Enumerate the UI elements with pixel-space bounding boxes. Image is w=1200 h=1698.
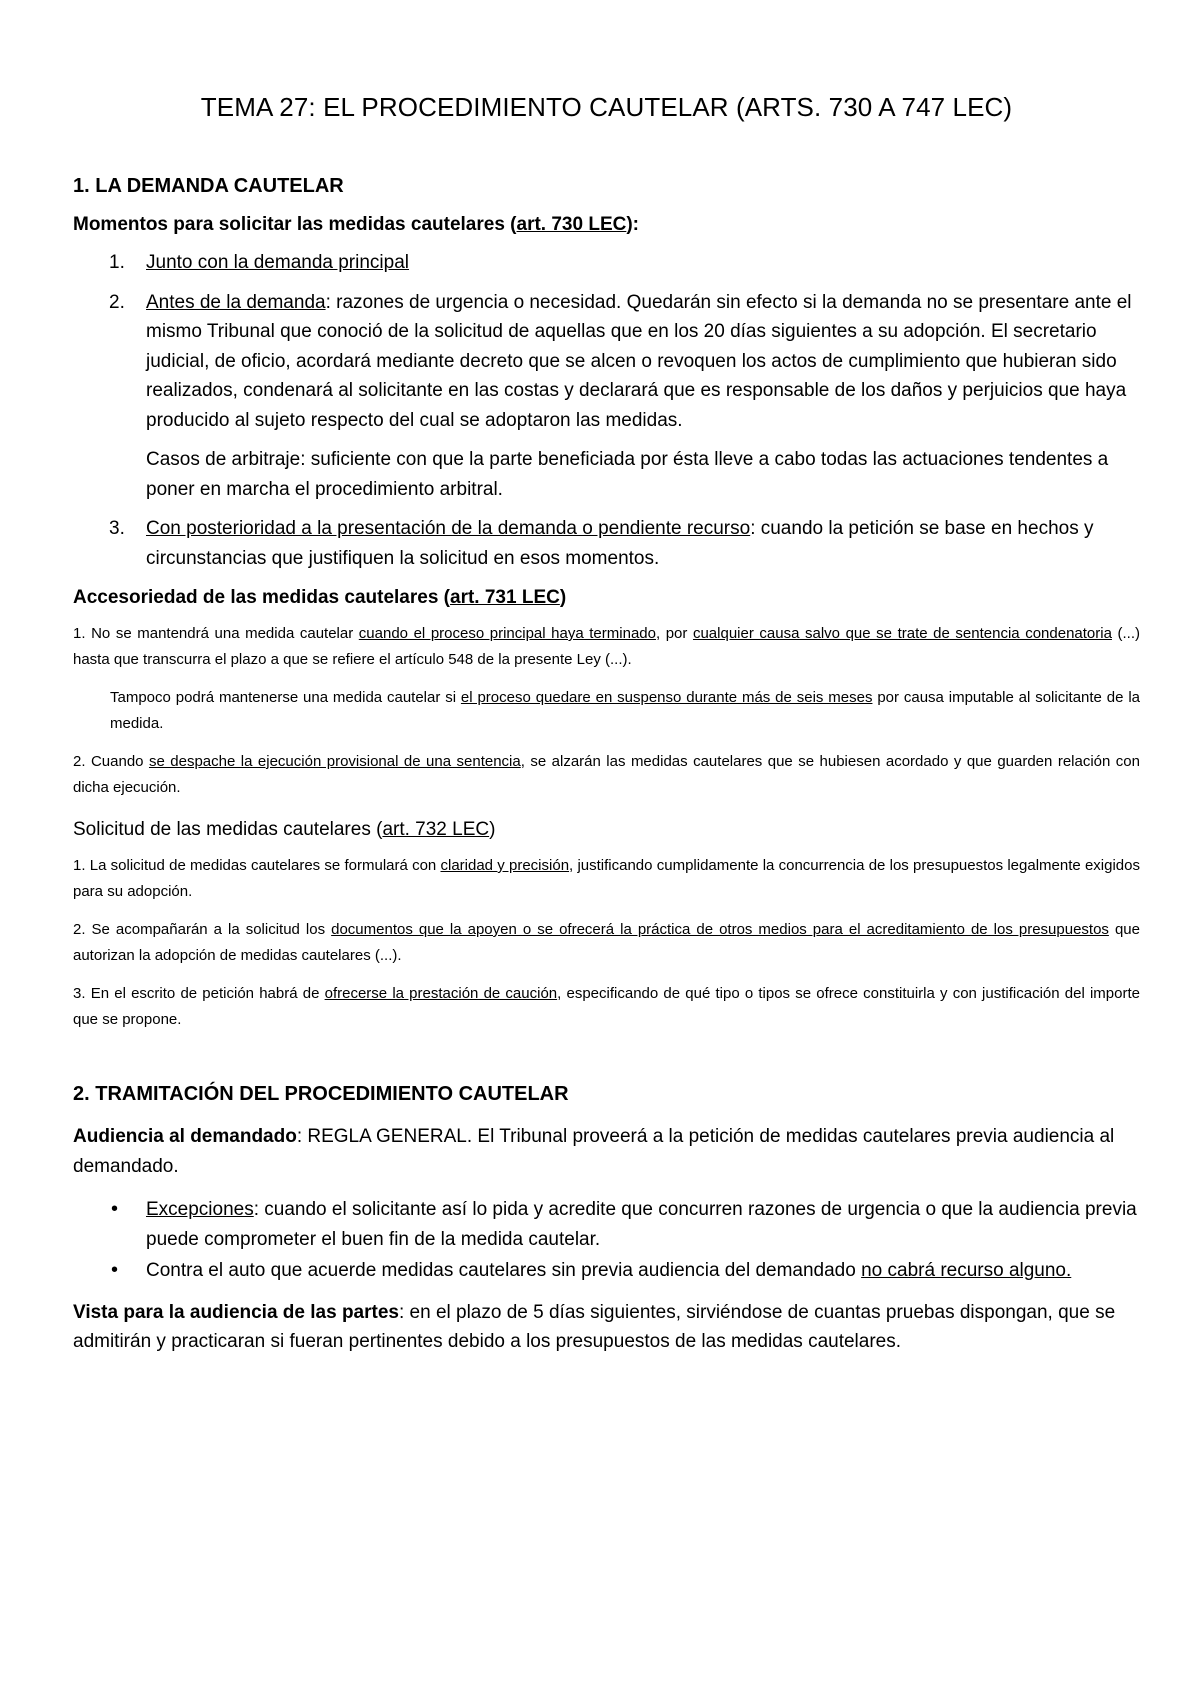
audiencia-bullets — [73, 1195, 1140, 1286]
acc-paragraph-3 — [73, 749, 1140, 801]
item-underlined: Con posterioridad a la presentación de la demanda o pendiente recurso — [146, 518, 751, 539]
text: Tampoco podrá mantenerse una medida cautelar si — [110, 689, 461, 706]
item-number: 3. — [109, 518, 125, 539]
item-text: : cuando la petición se base en hechos y circunstancias que justifiquen la solicitud en esos momentos. — [146, 518, 1094, 569]
text: , justificando cumplidamente la concurrencia de los presupuestos legalmente exigidos para su adopción. — [73, 857, 1140, 900]
section-1-heading: 1. LA DEMANDA CAUTELAR — [73, 175, 344, 197]
sol-label: Solicitud de las medidas cautelares ( — [73, 819, 383, 840]
list-item — [73, 1256, 1140, 1286]
list-item — [73, 288, 1140, 436]
item-number: 1. — [109, 252, 125, 273]
text: 3. En el escrito de petición habrá de — [73, 985, 325, 1002]
text: , se alzarán las medidas cautelares que se hubiesen acordado y que guarden relación con dicha ejecución. — [73, 753, 1140, 796]
section-2-heading: 2. TRAMITACIÓN DEL PROCEDIMIENTO CAUTELAR — [73, 1083, 569, 1105]
title-prefix: TEMA 27: — [200, 92, 316, 122]
underlined-text: no cabrá recurso alguno. — [861, 1260, 1072, 1281]
acc-paragraph-1 — [73, 621, 1140, 673]
item-text: : razones de urgencia o necesidad. Quedarán sin efecto si la demanda no se presentare ante el mismo Tribunal que conoció de la solicitud de aquellas que en los 20 días siguientes a su adopción. El secretario judicial, de oficio, acordará mediante decreto que se alcen o revoquen los actos de cumplimiento que hubieran sido realizados, condenará al solicitante en las costas y declarará que es responsable de los daños y perjuicios que haya producido al sujeto respecto del cual se adoptaron las medidas. — [146, 291, 1132, 431]
moments-label: Momentos para solicitar las medidas cautelares ( — [73, 214, 517, 235]
sol-end: ) — [489, 819, 496, 840]
text: , por — [655, 625, 693, 642]
text: que autorizan la adopción de medidas cautelares (...). — [73, 921, 1140, 964]
title-rest: EL PROCEDIMIENTO CAUTELAR (ARTS. 730 A 747 LEC) — [315, 92, 1013, 122]
list-item — [73, 1195, 1140, 1254]
arbitraje-paragraph — [73, 445, 1140, 504]
sol-ref: art. 732 LEC — [382, 819, 490, 840]
section-spacer — [73, 1045, 1140, 1083]
underlined-text: el proceso quedare en suspenso durante más de seis meses — [460, 689, 873, 706]
vista-text: : en el plazo de 5 días siguientes, sirviéndose de cuantas pruebas dispongan, que se admitirán y practicaran si fueran pertinentes debido a los presupuestos de las medidas cautelares. — [73, 1301, 1116, 1352]
sol-paragraph-2 — [73, 917, 1140, 969]
underlined-text: Excepciones — [146, 1199, 254, 1220]
moments-list — [73, 248, 1140, 573]
list-item — [73, 514, 1140, 573]
arbitraje-text: Casos de arbitraje: suficiente con que la parte beneficiada por ésta lleve a cabo todas las actuaciones tendentes a poner en marcha el procedimiento arbitral. — [146, 449, 1109, 500]
sol-paragraph-3 — [73, 981, 1140, 1033]
item-underlined: Antes de la demanda — [146, 291, 326, 313]
list-item — [73, 248, 1140, 278]
underlined-text: documentos que la apoyen o se ofrecerá la práctica de otros medios para el acreditamiento de los presupuestos — [331, 921, 1109, 938]
text: , especificando de qué tipo o tipos se ofrece constituirla y con justificación del importe que se propone. — [73, 985, 1140, 1028]
underlined-text: cualquier causa salvo que se trate de sentencia condenatoria — [692, 625, 1112, 642]
underlined-text: se despache la ejecución provisional de una sentencia — [148, 753, 521, 770]
text: : cuando el solicitante así lo pida y acredite que concurren razones de urgencia o que la audiencia previa puede comprometer el buen fin de la medida cautelar. — [146, 1199, 1137, 1250]
underlined-text: ofrecerse la prestación de caución — [324, 985, 558, 1002]
acc-end: ) — [559, 587, 567, 608]
audiencia-label: Audiencia al demandado — [73, 1126, 297, 1147]
acc-ref: art. 731 LEC — [450, 587, 560, 608]
text: 2. Cuando — [73, 753, 149, 770]
moments-subheading — [73, 214, 1140, 236]
underlined-text: cuando el proceso principal haya terminado — [358, 625, 656, 642]
moments-end: ): — [626, 214, 639, 235]
sol-paragraph-1 — [73, 853, 1140, 905]
moments-ref: art. 730 LEC — [516, 214, 627, 235]
text: 1. La solicitud de medidas cautelares se formulará con — [73, 857, 441, 874]
text: 1. No se mantendrá una medida cautelar — [73, 625, 359, 642]
acc-paragraph-2 — [73, 685, 1140, 737]
vista-label: Vista para la audiencia de las partes — [73, 1301, 399, 1323]
text: Contra el auto que acuerde medidas cautelares sin previa audiencia del demandado — [146, 1260, 862, 1281]
solicitud-subheading — [73, 819, 1140, 841]
audiencia-text: : REGLA GENERAL. El Tribunal proveerá a la petición de medidas cautelares previa audiencia al demandado. — [73, 1126, 1115, 1177]
acc-label: Accesoriedad de las medidas cautelares ( — [73, 587, 451, 608]
vista-paragraph — [73, 1298, 1140, 1357]
page-title — [73, 92, 1140, 123]
item-underlined: Junto con la demanda principal — [146, 252, 410, 273]
text: 2. Se acompañarán a la solicitud los — [73, 921, 332, 938]
underlined-text: claridad y precisión — [440, 857, 570, 874]
text: (...) hasta que transcurra el plazo a que se refiere el artículo 548 de la presente Ley (...). — [73, 625, 1140, 668]
item-number: 2. — [109, 291, 125, 313]
audiencia-paragraph — [73, 1122, 1140, 1181]
accesoriedad-subheading — [73, 587, 1140, 609]
text: por causa imputable al solicitante de la medida. — [110, 689, 1140, 732]
